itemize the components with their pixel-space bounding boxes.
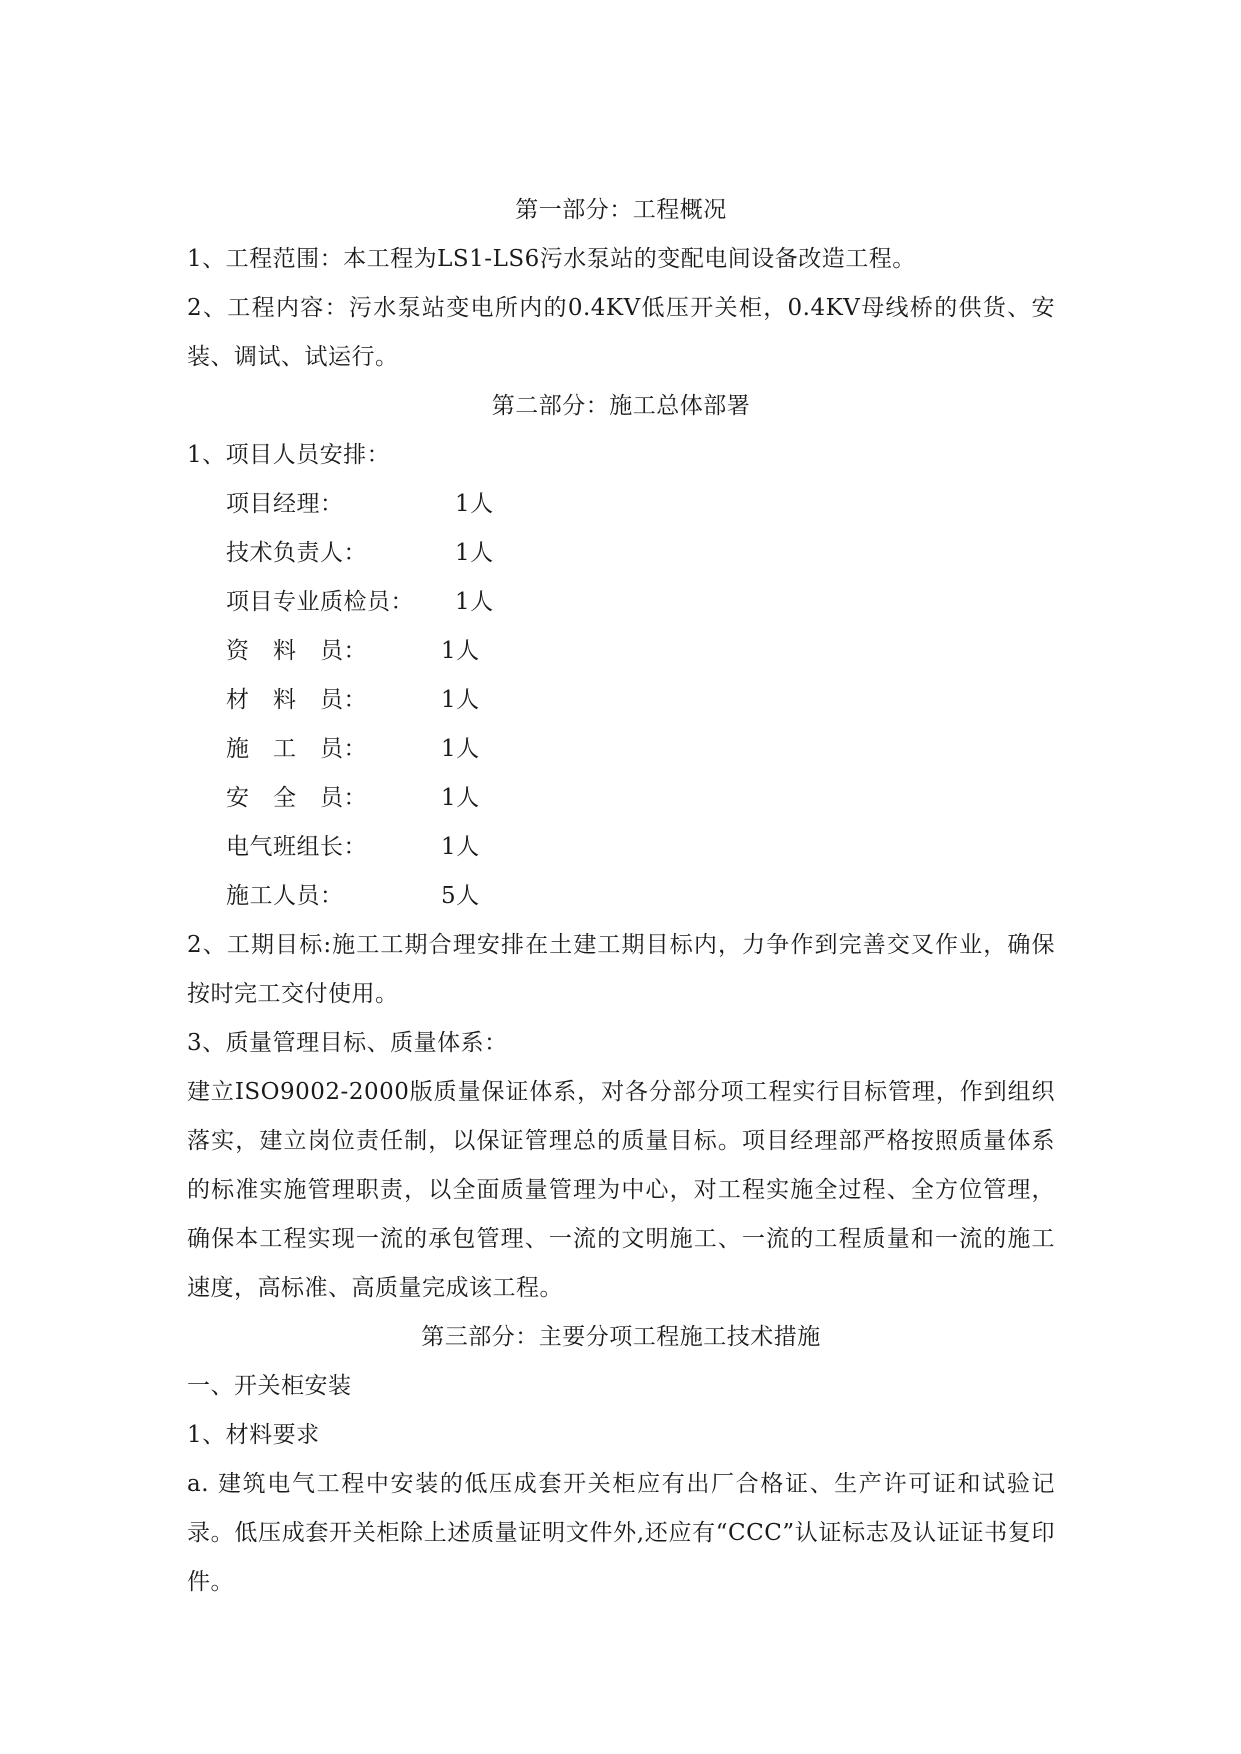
staff-row — [187, 823, 1055, 872]
scope-paragraph: 1、工程范围：本工程为LS1-LS6污水泵站的变配电间设备改造工程。 — [187, 246, 916, 272]
staff-row — [187, 872, 1055, 921]
staff-role: 项目经理： — [226, 491, 344, 517]
materials-paragraph-a: a. 建筑电气工程中安装的低压成套开关柜应有出厂合格证、生产许可证和试验记录。低压成套开关柜除上述质量证明文件外,还应有“CCC”认证标志及认证证书复印件。 — [187, 1471, 1055, 1595]
quality-paragraph: 建立ISO9002-2000版质量保证体系，对各分部分项工程实行目标管理，作到组织落实，建立岗位责任制，以保证管理总的质量目标。项目经理部严格按照质量体系的标准实施管理职责，以全面质量管理为中心，对工程实施全过程、全方位管理，确保本工程实现一流的承包管理、一流的文明施工、一流的工程质量和一流的施工速度，高标准、高质量完成该工程。 — [187, 1079, 1055, 1301]
staff-count: 1人 — [455, 540, 494, 566]
staff-row — [187, 725, 1055, 774]
staff-role: 项目专业质检员： — [226, 589, 414, 615]
staff-row — [187, 578, 1055, 627]
staff-role: 施 工 员： — [226, 736, 367, 762]
staff-role: 材 料 员： — [226, 687, 367, 713]
staff-row — [187, 774, 1055, 823]
staff-role: 技术负责人： — [226, 540, 367, 566]
staff-count: 1人 — [441, 834, 480, 860]
subheading-switchgear: 一、开关柜安装 — [187, 1373, 352, 1399]
staff-row — [187, 676, 1055, 725]
staff-row — [187, 627, 1055, 676]
staff-role: 电气班组长： — [226, 834, 367, 860]
staff-row — [187, 529, 1055, 578]
staff-count: 1人 — [455, 491, 494, 517]
staff-list — [187, 480, 1055, 921]
staff-count: 5人 — [441, 883, 480, 909]
staff-count: 1人 — [441, 785, 480, 811]
staff-count: 1人 — [441, 638, 480, 664]
quality-title: 3、质量管理目标、质量体系： — [187, 1030, 508, 1056]
subheading-materials: 1、材料要求 — [187, 1422, 320, 1448]
staff-role: 安 全 员： — [226, 785, 367, 811]
document-body — [187, 186, 1055, 1607]
schedule-paragraph: 2、工期目标:施工工期合理安排在土建工期目标内，力争作到完善交叉作业，确保按时完工交付使用。 — [187, 932, 1055, 1007]
staff-role: 施工人员： — [226, 883, 344, 909]
staff-count: 1人 — [441, 736, 480, 762]
staff-role: 资 料 员： — [226, 638, 367, 664]
staff-count: 1人 — [441, 687, 480, 713]
staff-count: 1人 — [455, 589, 494, 615]
part3-heading: 第三部分：主要分项工程施工技术措施 — [421, 1324, 821, 1350]
content-paragraph: 2、工程内容：污水泵站变电所内的0.4KV低压开关柜，0.4KV母线桥的供货、安装、调试、试运行。 — [187, 295, 1055, 370]
staff-row — [187, 480, 1055, 529]
part2-heading: 第二部分：施工总体部署 — [491, 393, 751, 419]
part1-heading: 第一部分：工程概况 — [515, 197, 727, 223]
staff-title: 1、项目人员安排： — [187, 442, 391, 468]
